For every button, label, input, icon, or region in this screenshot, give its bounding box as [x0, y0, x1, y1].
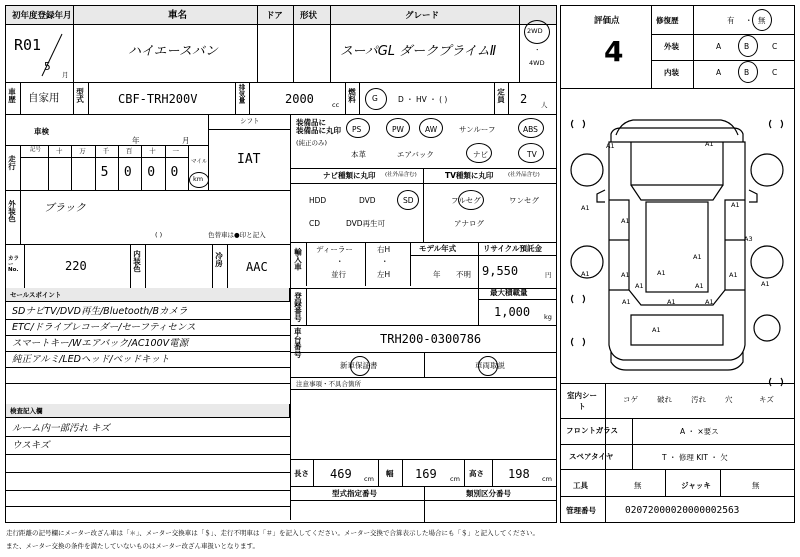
usage-label: 車歴: [7, 88, 17, 103]
displacement-value: 2000: [285, 92, 314, 106]
recycle-label: リサイクル預託金: [483, 244, 542, 253]
registration-label: 登録番号: [293, 292, 303, 322]
damage-mark: A1: [705, 298, 714, 306]
mileage-digit: 0: [147, 165, 156, 180]
tools-label: 工具: [573, 481, 588, 490]
damage-mark: A1: [606, 142, 615, 150]
inspector-line-1: ルーム内一部汚れ キズ: [12, 423, 110, 434]
tv-analog: アナログ: [454, 219, 484, 228]
drive-dot: ・: [534, 46, 541, 54]
exterior-grade: C: [772, 42, 778, 51]
repair-dot: ・: [745, 16, 753, 25]
damage-mark: A1: [729, 271, 738, 279]
model-year-unknown: 不明: [456, 270, 471, 279]
damage-mark: A1: [635, 282, 644, 290]
color-label: 外装色: [7, 200, 17, 223]
width-unit: cm: [450, 475, 460, 483]
color-no-label: カラーNo.: [8, 256, 20, 273]
first-reg-label: 初年度登録年月: [12, 11, 72, 21]
digit-divider: [71, 145, 72, 190]
spare-label: スペアタイヤ: [569, 452, 614, 461]
windshield-value: A ・ ×要ス: [680, 427, 719, 436]
interior-color-label: 内装色: [132, 250, 142, 273]
navi-sd: SD: [403, 196, 414, 205]
navi-hdd: HDD: [309, 196, 327, 205]
sales-line-4: 純正アルミ/LEDヘッド/ベッドキット: [12, 354, 170, 365]
color-no-value: 220: [65, 259, 87, 273]
car-name-label: 車名: [168, 10, 188, 21]
digit-divider: [165, 145, 166, 190]
tools-value: 無: [634, 481, 642, 490]
navi-title: ナビ種類に丸印: [323, 171, 376, 180]
capacity-unit: 人: [541, 101, 548, 109]
mile-label: マイル: [191, 159, 208, 165]
digit-unit-label: 千: [102, 147, 110, 155]
digit-unit-label: 十: [149, 147, 156, 155]
mileage-label: 走行: [7, 155, 17, 170]
score-value: 4: [604, 35, 624, 68]
shaken-label: 車検: [34, 127, 49, 136]
warranty-label: 新車保証書: [340, 361, 378, 370]
damage-mark: A1: [621, 217, 630, 225]
equipment-item: ABS: [523, 125, 538, 134]
tv-oneseg: ワンセグ: [509, 196, 539, 205]
sheet-item: 汚れ: [691, 395, 706, 404]
sheet-item: コゲ: [623, 395, 638, 404]
inspector-label-strip: [5, 404, 290, 418]
interior-sheet-label: 室内シート: [567, 391, 597, 411]
length-label: 長さ: [294, 469, 309, 478]
mileage-digit: 0: [123, 165, 132, 180]
sheet-item: 破れ: [657, 395, 672, 404]
color-note: 色替車は●印と記入: [208, 231, 266, 239]
footer-line-2: また、メーター交換の条件を満たしていないものはメーター改ざん車扱いとなります。: [6, 542, 259, 550]
digit-unit-label: 万: [79, 147, 86, 155]
fuel-g: G: [372, 94, 378, 103]
damage-mark: A1: [693, 253, 702, 261]
displacement-label: 排気量: [237, 84, 246, 104]
navi-cd: CD: [309, 219, 321, 228]
km-label: km: [193, 175, 204, 183]
model-value: CBF-TRH200V: [118, 92, 198, 106]
equipment-item: PS: [352, 125, 362, 134]
damage-mark: A1: [622, 298, 631, 306]
import-right-h: 右H: [377, 245, 391, 254]
import-dot: ・: [336, 257, 344, 266]
drive-4wd: 4WD: [529, 59, 545, 67]
damage-mark: A1: [667, 298, 676, 306]
model-year-label: モデル年式: [419, 244, 457, 253]
digit-unit-label: 十: [56, 147, 63, 155]
tv-title: TV種類に丸印: [445, 171, 494, 180]
equipment-subtitle: (純正のみ): [296, 139, 328, 147]
import-parallel: 並行: [331, 270, 346, 279]
shaken-year: 年: [132, 136, 140, 145]
interior-grade: A: [716, 68, 722, 77]
fuel-label: 燃料: [347, 88, 357, 103]
damage-mark: A1: [581, 204, 590, 212]
repair-no: 無: [758, 16, 766, 25]
equipment-item: サンルーフ: [459, 125, 496, 134]
height-value: 198: [508, 467, 530, 481]
footer-line-1: 走行距離の記号欄にメーター改ざん車は「＊」、メーター交換車は「＄」、走行不明車は「＃」を記入してください。メーター交換で合算表示した場合にも「＄」と記入してください。: [6, 529, 539, 537]
tv-fullseg: フルセグ: [451, 196, 481, 205]
class-no-label: 類別区分番号: [466, 489, 511, 498]
model-label: 型式: [75, 88, 85, 103]
color-value: ブラック: [44, 202, 86, 214]
equipment-title: 装備品に丸印: [296, 126, 341, 135]
equipment-item: TV: [527, 150, 537, 159]
max-load-value: 1,000: [494, 305, 531, 319]
damage-mark: A3: [744, 235, 753, 243]
equipment-item: AW: [425, 125, 438, 134]
month-unit: 月: [62, 71, 69, 79]
damage-mark: A1: [731, 201, 740, 209]
model-year-year: 年: [433, 270, 441, 279]
length-unit: cm: [364, 475, 374, 483]
chassis-label: 車台番号: [294, 327, 302, 359]
max-load-label: 最大積載量: [490, 288, 528, 297]
navi-dvd-playback: DVD再生可: [346, 219, 386, 228]
sales-line-2: ETC/ドライブレコーダー/セーフティセンス: [12, 322, 196, 333]
sales-line-1: SDナビTV/DVD再生/Bluetooth/Bカメラ: [12, 306, 188, 317]
damage-mark: A1: [581, 270, 590, 278]
cc-unit: cc: [332, 101, 340, 109]
grade-value: スーパGL ダークプライムⅡ: [340, 44, 497, 59]
shape-label: 形状: [300, 11, 318, 21]
sales-line-3: スマートキー/Wエアバック/AC100V電源: [12, 338, 189, 349]
max-load-unit: kg: [544, 313, 552, 321]
damage-mark: A1: [761, 280, 770, 288]
exterior-grade: B: [744, 42, 750, 51]
digit-divider: [188, 145, 189, 190]
equipment-item: 本革: [351, 150, 366, 159]
chassis-value: TRH200-0300786: [380, 332, 482, 346]
color-paren: ( ): [155, 231, 163, 239]
score-label: 評価点: [594, 16, 620, 26]
shaken-month: 月: [182, 136, 190, 145]
grade-label: グレード: [405, 11, 440, 21]
exterior-grade: A: [716, 42, 722, 51]
drive-2wd: 2WD: [527, 27, 543, 35]
damage-mark: A1: [621, 271, 630, 279]
damage-mark: A1: [652, 326, 661, 334]
manual-label: 車両取説: [475, 361, 505, 370]
control-label: 管理番号: [566, 506, 596, 515]
damage-mark: A1: [695, 282, 704, 290]
capacity-label: 定員: [496, 88, 506, 103]
car-name-value: ハイエースバン: [128, 44, 218, 59]
inspector-label: 検査記入欄: [10, 407, 43, 415]
jack-value: 無: [752, 481, 760, 490]
inspector-line-2: ウスキズ: [12, 440, 50, 451]
digit-unit-label: 一: [172, 147, 179, 155]
navi-dvd: DVD: [359, 196, 376, 205]
damage-mark: A1: [657, 269, 666, 277]
digit-unit-label: 百: [125, 147, 133, 155]
import-dot-2: ・: [381, 257, 389, 266]
repair-label: 修復歴: [656, 16, 679, 25]
digit-divider: [141, 145, 142, 190]
fuel-rest: D ・ HV ・ ( ): [398, 95, 448, 104]
ac-label: 冷房: [214, 252, 224, 267]
type-no-label: 型式指定番号: [332, 489, 377, 498]
car-diagram: [561, 90, 793, 390]
digit-divider: [95, 145, 96, 190]
windshield-label: フロントガラス: [566, 426, 619, 435]
navi-note: (社外品含む): [385, 172, 417, 178]
first-reg-month: 5: [44, 61, 51, 73]
jack-label: ジャッキ: [681, 481, 711, 490]
control-value: 02072000020000002563: [625, 505, 740, 516]
damage-mark: A1: [705, 140, 714, 148]
import-left-h: 左H: [377, 270, 391, 279]
import-dealer: ディーラー: [316, 245, 353, 254]
digit-divider: [118, 145, 119, 190]
height-label: 高さ: [469, 469, 484, 478]
first-reg-era: R01: [14, 36, 42, 54]
repair-yes: 有: [727, 16, 735, 25]
notes-label: 注意事項・不具合箇所: [296, 380, 361, 388]
mileage-mark-label: 記号: [30, 147, 42, 153]
width-label: 幅: [386, 469, 394, 478]
equipment-item: ナビ: [473, 150, 488, 159]
sheet-item: キズ: [759, 395, 774, 404]
equipment-item: エアバック: [397, 150, 434, 159]
width-value: 169: [415, 467, 437, 481]
shift-value: IAT: [237, 152, 261, 167]
recycle-unit: 円: [545, 271, 552, 279]
door-label: ドア: [266, 11, 283, 21]
equipment-item: PW: [392, 125, 404, 134]
sales-label: セールスポイント: [10, 291, 62, 299]
spare-value: T ・ 修理 KIT ・ 欠: [662, 453, 728, 462]
import-label: 輸入車: [293, 248, 303, 271]
mileage-digit: 0: [170, 165, 179, 180]
digit-divider: [48, 145, 49, 190]
interior-grade: C: [772, 68, 778, 77]
mileage-digit: 5: [100, 165, 109, 180]
tv-note: (社外品含む): [508, 172, 540, 178]
height-unit: cm: [542, 475, 552, 483]
recycle-value: 9,550: [482, 264, 519, 278]
length-value: 469: [330, 467, 352, 481]
usage-value: 自家用: [28, 92, 60, 104]
interior-grade: B: [744, 68, 750, 77]
ac-value: AAC: [246, 260, 268, 274]
capacity-value: 2: [520, 92, 528, 106]
exterior-label: 外装: [664, 42, 679, 51]
sheet-item: 穴: [725, 395, 733, 404]
interior-label: 内装: [664, 68, 679, 77]
equipment-prefix: 装備品に: [296, 118, 326, 127]
shift-label: シフト: [240, 117, 260, 125]
